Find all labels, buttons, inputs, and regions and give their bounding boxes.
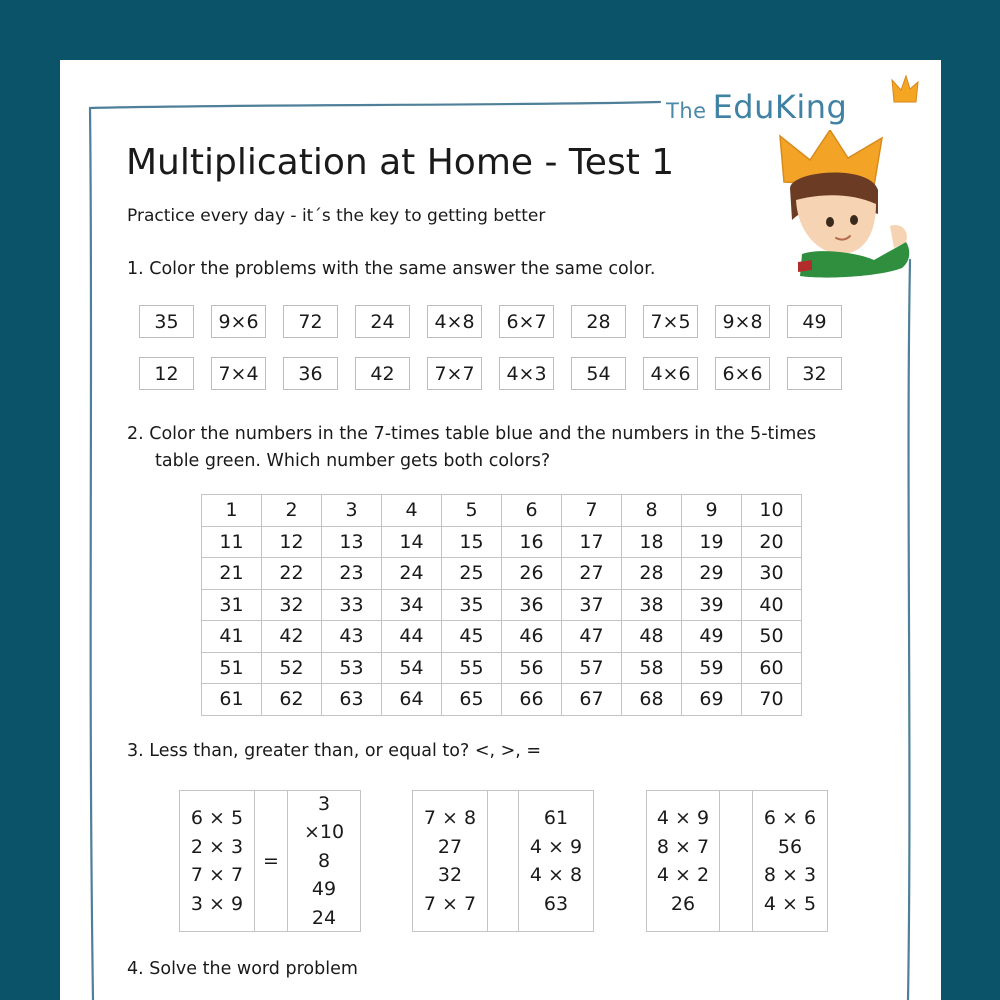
compare-answer-column[interactable] <box>254 791 288 931</box>
number-cell[interactable]: 11 <box>202 526 262 558</box>
number-cell[interactable]: 23 <box>322 558 382 590</box>
compare-left-item: 7 × 8 <box>423 807 477 829</box>
compare-left-item: 2 × 3 <box>190 835 244 858</box>
compare-left-column <box>647 791 719 931</box>
logo-the-text: The <box>666 99 707 123</box>
compare-right-item: 4 × 8 <box>529 864 583 886</box>
number-cell[interactable]: 36 <box>502 589 562 621</box>
number-cell[interactable]: 20 <box>742 526 802 558</box>
problem-box[interactable]: 9×8 <box>715 305 770 338</box>
page-title: Multiplication at Home - Test 1 <box>126 142 675 183</box>
number-cell[interactable]: 7 <box>562 495 622 527</box>
number-cell[interactable]: 60 <box>742 652 802 684</box>
compare-right-item: 8 <box>317 849 331 872</box>
compare-right-column <box>519 791 593 931</box>
number-cell[interactable]: 64 <box>382 684 442 716</box>
compare-right-item: 24 <box>311 906 337 929</box>
number-cell[interactable]: 67 <box>562 684 622 716</box>
number-cell[interactable]: 69 <box>682 684 742 716</box>
number-cell[interactable]: 54 <box>382 652 442 684</box>
number-cell[interactable]: 2 <box>262 495 322 527</box>
number-cell[interactable]: 32 <box>262 589 322 621</box>
number-cell[interactable]: 56 <box>502 652 562 684</box>
number-cell[interactable]: 53 <box>322 652 382 684</box>
compare-right-item: 4 × 5 <box>763 892 817 915</box>
number-cell[interactable]: 52 <box>262 652 322 684</box>
number-cell[interactable]: 6 <box>502 495 562 527</box>
number-cell[interactable]: 34 <box>382 589 442 621</box>
number-cell[interactable]: 45 <box>442 621 502 653</box>
worksheet-page <box>60 60 941 1000</box>
hundred-chart-row <box>202 621 802 653</box>
compare-left-item: 4 × 9 <box>656 807 710 829</box>
question-2-text <box>127 421 816 475</box>
problem-row <box>139 357 842 390</box>
number-cell[interactable]: 58 <box>622 652 682 684</box>
problem-box[interactable]: 32 <box>787 357 842 390</box>
problem-box[interactable]: 6×7 <box>499 305 554 338</box>
logo-crown-icon <box>890 72 920 106</box>
problem-box[interactable]: 7×4 <box>211 357 266 390</box>
question-2-line-2: table green. Which number gets both colors? <box>155 451 551 471</box>
problem-box[interactable]: 28 <box>571 305 626 338</box>
compare-table-1 <box>179 790 361 932</box>
compare-left-column <box>180 791 254 931</box>
number-cell[interactable]: 38 <box>622 589 682 621</box>
problem-grid <box>139 305 842 409</box>
number-cell[interactable]: 8 <box>622 495 682 527</box>
number-cell[interactable]: 63 <box>322 684 382 716</box>
problem-box[interactable]: 42 <box>355 357 410 390</box>
king-boy-mascot-icon <box>778 130 914 280</box>
number-cell[interactable]: 46 <box>502 621 562 653</box>
problem-box[interactable]: 7×7 <box>427 357 482 390</box>
number-cell[interactable]: 13 <box>322 526 382 558</box>
number-cell[interactable]: 43 <box>322 621 382 653</box>
number-cell[interactable]: 17 <box>562 526 622 558</box>
page-subtitle: Practice every day - it´s the key to getting better <box>127 206 546 226</box>
problem-box[interactable]: 36 <box>283 357 338 390</box>
number-cell[interactable]: 42 <box>262 621 322 653</box>
compare-right-item: 61 <box>543 807 569 829</box>
number-cell[interactable]: 51 <box>202 652 262 684</box>
number-cell[interactable]: 48 <box>622 621 682 653</box>
hundred-chart <box>201 494 802 716</box>
number-cell[interactable]: 40 <box>742 589 802 621</box>
number-cell[interactable]: 5 <box>442 495 502 527</box>
number-cell[interactable]: 39 <box>682 589 742 621</box>
number-cell[interactable]: 16 <box>502 526 562 558</box>
number-cell[interactable]: 70 <box>742 684 802 716</box>
compare-left-item: 7 × 7 <box>190 864 244 886</box>
problem-box[interactable]: 72 <box>283 305 338 338</box>
compare-right-item: ×10 <box>303 821 345 844</box>
compare-right-item: 49 <box>311 878 337 901</box>
problem-box[interactable]: 9×6 <box>211 305 266 338</box>
question-1-text: 1. Color the problems with the same answer the same color. <box>127 259 656 279</box>
number-cell[interactable]: 12 <box>262 526 322 558</box>
problem-box[interactable]: 7×5 <box>643 305 698 338</box>
compare-sign: = <box>263 849 279 872</box>
compare-right-item: 4 × 9 <box>529 835 583 858</box>
compare-left-item: 27 <box>437 835 463 858</box>
compare-answer-column[interactable] <box>719 791 753 931</box>
number-cell[interactable]: 28 <box>622 558 682 590</box>
number-cell[interactable]: 61 <box>202 684 262 716</box>
number-cell[interactable]: 59 <box>682 652 742 684</box>
problem-box[interactable]: 24 <box>355 305 410 338</box>
number-cell[interactable]: 30 <box>742 558 802 590</box>
logo-name-text: EduKing <box>712 88 848 126</box>
number-cell[interactable]: 41 <box>202 621 262 653</box>
compare-right-item: 3 <box>317 792 331 815</box>
problem-box[interactable]: 12 <box>139 357 194 390</box>
hundred-chart-row <box>202 495 802 527</box>
compare-left-item: 3 × 9 <box>190 892 244 915</box>
number-cell[interactable]: 15 <box>442 526 502 558</box>
number-cell[interactable]: 66 <box>502 684 562 716</box>
compare-right-item: 6 × 6 <box>763 807 817 829</box>
compare-left-item: 32 <box>437 864 463 886</box>
number-cell[interactable]: 21 <box>202 558 262 590</box>
problem-box[interactable]: 4×3 <box>499 357 554 390</box>
number-cell[interactable]: 24 <box>382 558 442 590</box>
hundred-chart-row <box>202 558 802 590</box>
hundred-chart-row <box>202 684 802 716</box>
question-3-text: 3. Less than, greater than, or equal to? <, >, = <box>127 741 542 761</box>
hundred-chart-row <box>202 652 802 684</box>
number-cell[interactable]: 14 <box>382 526 442 558</box>
number-cell[interactable]: 44 <box>382 621 442 653</box>
problem-box[interactable]: 4×8 <box>427 305 482 338</box>
hundred-chart-row <box>202 526 802 558</box>
question-2-line-1: 2. Color the numbers in the 7-times table blue and the numbers in the 5-times <box>127 424 817 444</box>
eduking-logo <box>666 88 847 126</box>
number-cell[interactable]: 62 <box>262 684 322 716</box>
question-4-text: 4. Solve the word problem <box>127 959 358 979</box>
problem-box[interactable]: 35 <box>139 305 194 338</box>
number-cell[interactable]: 50 <box>742 621 802 653</box>
number-cell[interactable]: 55 <box>442 652 502 684</box>
number-cell[interactable]: 18 <box>622 526 682 558</box>
number-cell[interactable]: 1 <box>202 495 262 527</box>
compare-left-item: 4 × 2 <box>656 864 710 886</box>
number-cell[interactable]: 22 <box>262 558 322 590</box>
number-cell[interactable]: 9 <box>682 495 742 527</box>
problem-box[interactable]: 6×6 <box>715 357 770 390</box>
compare-left-column <box>413 791 487 931</box>
hundred-chart-row <box>202 589 802 621</box>
number-cell[interactable]: 49 <box>682 621 742 653</box>
number-cell[interactable]: 4 <box>382 495 442 527</box>
compare-answer-column[interactable] <box>487 791 519 931</box>
number-cell[interactable]: 10 <box>742 495 802 527</box>
number-cell[interactable]: 37 <box>562 589 622 621</box>
compare-left-item: 8 × 7 <box>656 835 710 858</box>
number-cell[interactable]: 19 <box>682 526 742 558</box>
problem-row <box>139 305 842 338</box>
number-cell[interactable]: 57 <box>562 652 622 684</box>
compare-right-column <box>753 791 827 931</box>
number-cell[interactable]: 68 <box>622 684 682 716</box>
compare-right-item: 8 × 3 <box>763 864 817 886</box>
number-cell[interactable]: 47 <box>562 621 622 653</box>
number-cell[interactable]: 25 <box>442 558 502 590</box>
compare-right-item: 63 <box>543 892 569 915</box>
number-cell[interactable]: 29 <box>682 558 742 590</box>
number-cell[interactable]: 27 <box>562 558 622 590</box>
number-cell[interactable]: 35 <box>442 589 502 621</box>
number-cell[interactable]: 3 <box>322 495 382 527</box>
problem-box[interactable]: 4×6 <box>643 357 698 390</box>
number-cell[interactable]: 33 <box>322 589 382 621</box>
problem-box[interactable]: 49 <box>787 305 842 338</box>
compare-right-item: 56 <box>777 835 803 858</box>
problem-box[interactable]: 54 <box>571 357 626 390</box>
compare-left-item: 26 <box>670 892 696 915</box>
compare-left-item: 6 × 5 <box>190 807 244 829</box>
number-cell[interactable]: 65 <box>442 684 502 716</box>
compare-left-item: 7 × 7 <box>423 892 477 915</box>
compare-right-column <box>288 791 360 931</box>
number-cell[interactable]: 26 <box>502 558 562 590</box>
compare-table-2 <box>412 790 594 932</box>
number-cell[interactable]: 31 <box>202 589 262 621</box>
compare-table-3 <box>646 790 828 932</box>
